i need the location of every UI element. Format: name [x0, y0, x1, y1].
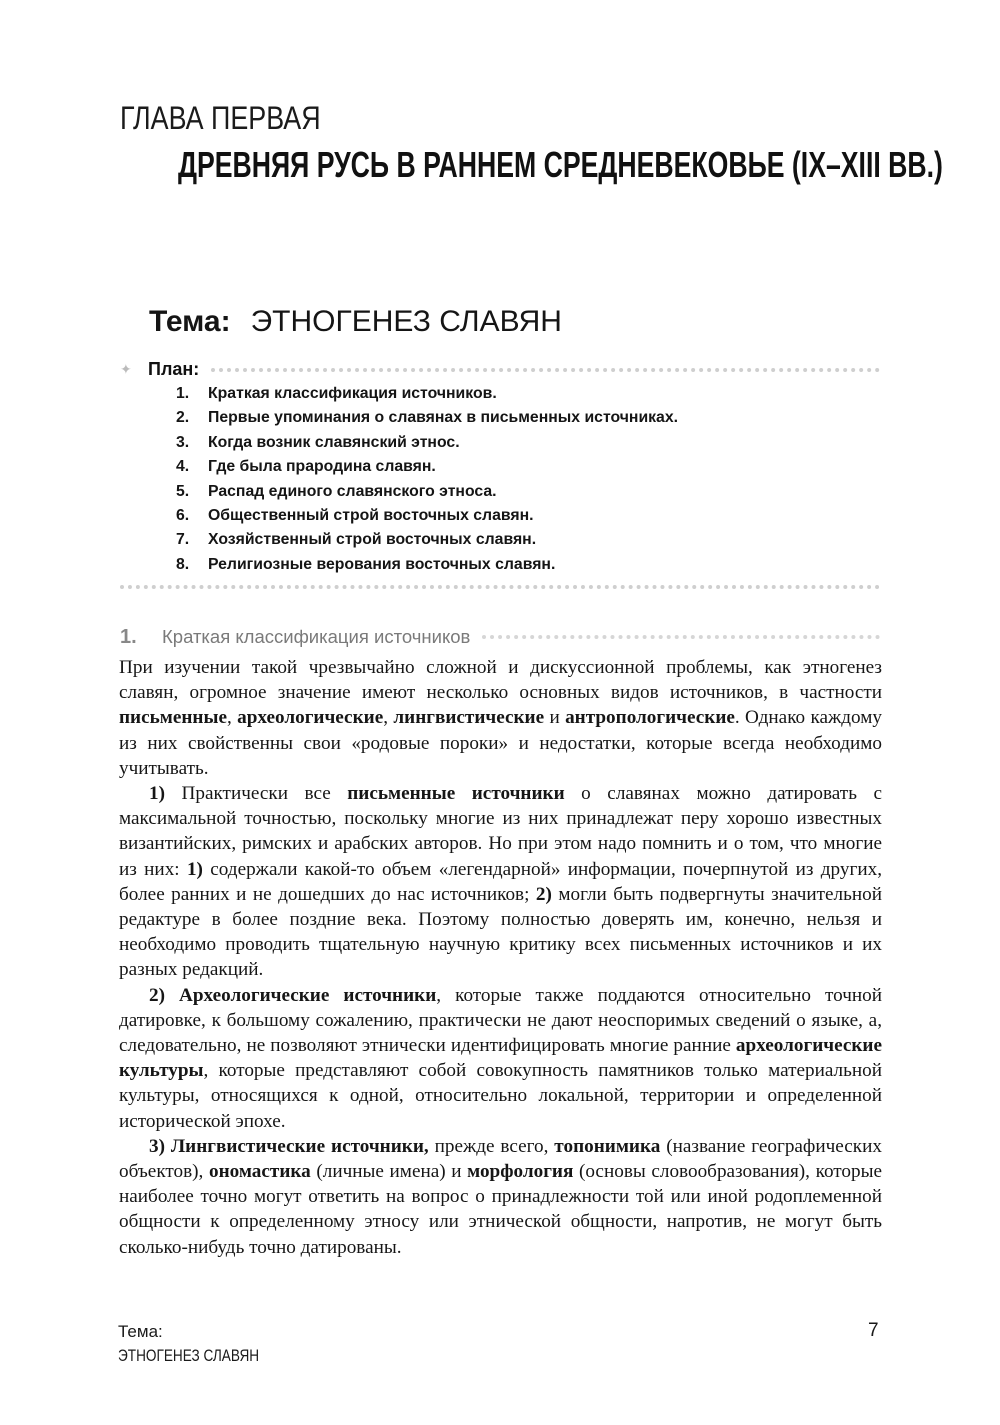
bold-term: 2): [535, 883, 552, 905]
bold-term: 1): [186, 858, 203, 880]
footer-topic-label: Тема:: [118, 1322, 163, 1341]
bold-term: письменные источники: [347, 783, 565, 805]
plan-item-number: 1.: [176, 385, 190, 402]
section-heading: [120, 624, 880, 650]
section-number: 1.: [120, 625, 137, 648]
bold-term: ономастика: [208, 1161, 311, 1183]
text-run: . Однако каждому из них свойственны свои «родовые пороки» и недостатки, которые всегда необходимо учитывать.: [119, 707, 883, 779]
body-paragraph: [119, 781, 882, 983]
plan-item-number: 5.: [176, 482, 190, 500]
bold-term: 3) Лингвистические источники,: [149, 1135, 429, 1157]
bold-term: топонимика: [554, 1135, 661, 1157]
text-run: содержали какой-то объем «легендарной» информации, почерпнутой из других, более ранних и не дошедших до нас источников;: [119, 858, 883, 905]
plan-list: [120, 382, 880, 577]
text-run: ,: [383, 707, 394, 729]
plan-item: [176, 431, 880, 455]
plan-item-text: Хозяйственный строй восточных славян.: [208, 531, 537, 549]
topic-label: Тема:: [149, 305, 231, 338]
text-run: ,: [226, 707, 238, 729]
text-run: (личные имена) и: [310, 1161, 468, 1183]
bold-term: морфология: [467, 1161, 574, 1183]
chapter-title: ДРЕВНЯЯ РУСЬ В РАННЕМ СРЕДНЕВЕКОВЬЕ (IX–XIII ВВ.): [178, 144, 943, 185]
text-run: (название географических объектов),: [119, 1135, 882, 1183]
bold-term: археологические: [237, 707, 384, 729]
plan-marker-icon: ✦: [120, 360, 132, 377]
plan-item-number: 6.: [176, 506, 190, 524]
section-divider: [482, 635, 880, 639]
body-text: [119, 655, 882, 1260]
plan-top-divider: [211, 368, 880, 372]
plan-item-text: Первые упоминания о славянах в письменных источниках.: [208, 409, 679, 427]
text-run: Практически все: [164, 783, 348, 805]
bold-term: 1): [149, 783, 165, 805]
body-paragraph: [119, 983, 882, 1134]
text-run: , которые представляют собой совокупность памятников только материальной культуры, относящихся к одной, относительно локальной, территории и определенной исторической эпохе.: [119, 1060, 882, 1132]
plan-item-text: Общественный строй восточных славян.: [208, 506, 534, 524]
plan-item: [176, 480, 880, 504]
plan-bottom-divider: [120, 585, 880, 589]
plan-item: [176, 504, 880, 528]
plan-item-number: 3.: [176, 433, 190, 451]
topic-title: ЭТНОГЕНЕЗ СЛАВЯН: [250, 305, 562, 338]
plan-item-text: Когда возник славянский этнос.: [208, 433, 460, 451]
plan-item: [176, 528, 880, 552]
footer-topic-title: ЭТНОГЕНЕЗ СЛАВЯН: [118, 1346, 260, 1365]
plan-item: [176, 455, 880, 479]
topic-heading: [149, 305, 562, 339]
text-run: При изучении такой чрезвычайно сложной и дискуссионной проблемы, как этногенез славян, огромное значение имеют несколько основных видов источников, в частности: [119, 657, 882, 704]
plan-item-number: 7.: [176, 531, 190, 549]
plan-item: [176, 406, 880, 430]
text-run: и: [544, 707, 566, 729]
plan-item-text: Распад единого славянского этноса.: [208, 482, 497, 500]
text-run: о славянах можно датировать с максимальной точностью, поскольку многие из них принадлежат перу хорошо известных византийских, римских и арабских авторов. Но при этом надо помнить и о том, что многие из них:: [119, 783, 882, 880]
plan-item: [176, 553, 880, 577]
section-title: Краткая классификация источников: [162, 626, 471, 647]
body-paragraph: [119, 1134, 882, 1260]
text-run: (основы словообразования), которые наиболее точно могут ответить на вопрос о принадлежности той или иной родоплеменной общности к определенному этносу или этнической общности, напротив, не могут быть сколько-нибудь точно датированы.: [119, 1161, 883, 1258]
bold-term: письменные: [119, 707, 227, 729]
plan-item-number: 2.: [176, 409, 190, 427]
bold-term: археологические культуры: [119, 1035, 882, 1082]
plan-label: План:: [148, 358, 200, 379]
plan-item: [176, 382, 880, 406]
bold-term: 2) Археологические источники: [149, 984, 437, 1006]
page-number: 7: [868, 1320, 879, 1341]
text-run: , которые также поддаются относительно точной датировке, к большому сожалению, практически не дают неоспоримых сведений о языке, а, следовательно, не позволяют этнически идентифицировать многие ранние: [119, 984, 882, 1057]
text-run: могли быть подвергнуты значительной редактуре в более поздние века. Поэтому полностью доверять им, конечно, нельзя и необходимо проводить тщательную научную критику всех письменных источников и их разных редакций.: [119, 883, 882, 981]
plan-item-text: Краткая классификация источников.: [208, 385, 497, 402]
chapter-label: ГЛАВА ПЕРВАЯ: [120, 100, 321, 136]
bold-term: лингвистические: [393, 707, 545, 729]
plan-item-number: 4.: [176, 458, 190, 476]
plan-box: [120, 356, 880, 589]
body-paragraph: [119, 655, 882, 781]
bold-term: антропологические: [565, 707, 735, 729]
plan-header: [120, 356, 880, 382]
plan-item-text: Где была прародина славян.: [208, 458, 436, 476]
text-run: прежде всего,: [428, 1135, 555, 1157]
plan-item-text: Религиозные верования восточных славян.: [208, 555, 556, 573]
plan-item-number: 8.: [176, 555, 190, 573]
